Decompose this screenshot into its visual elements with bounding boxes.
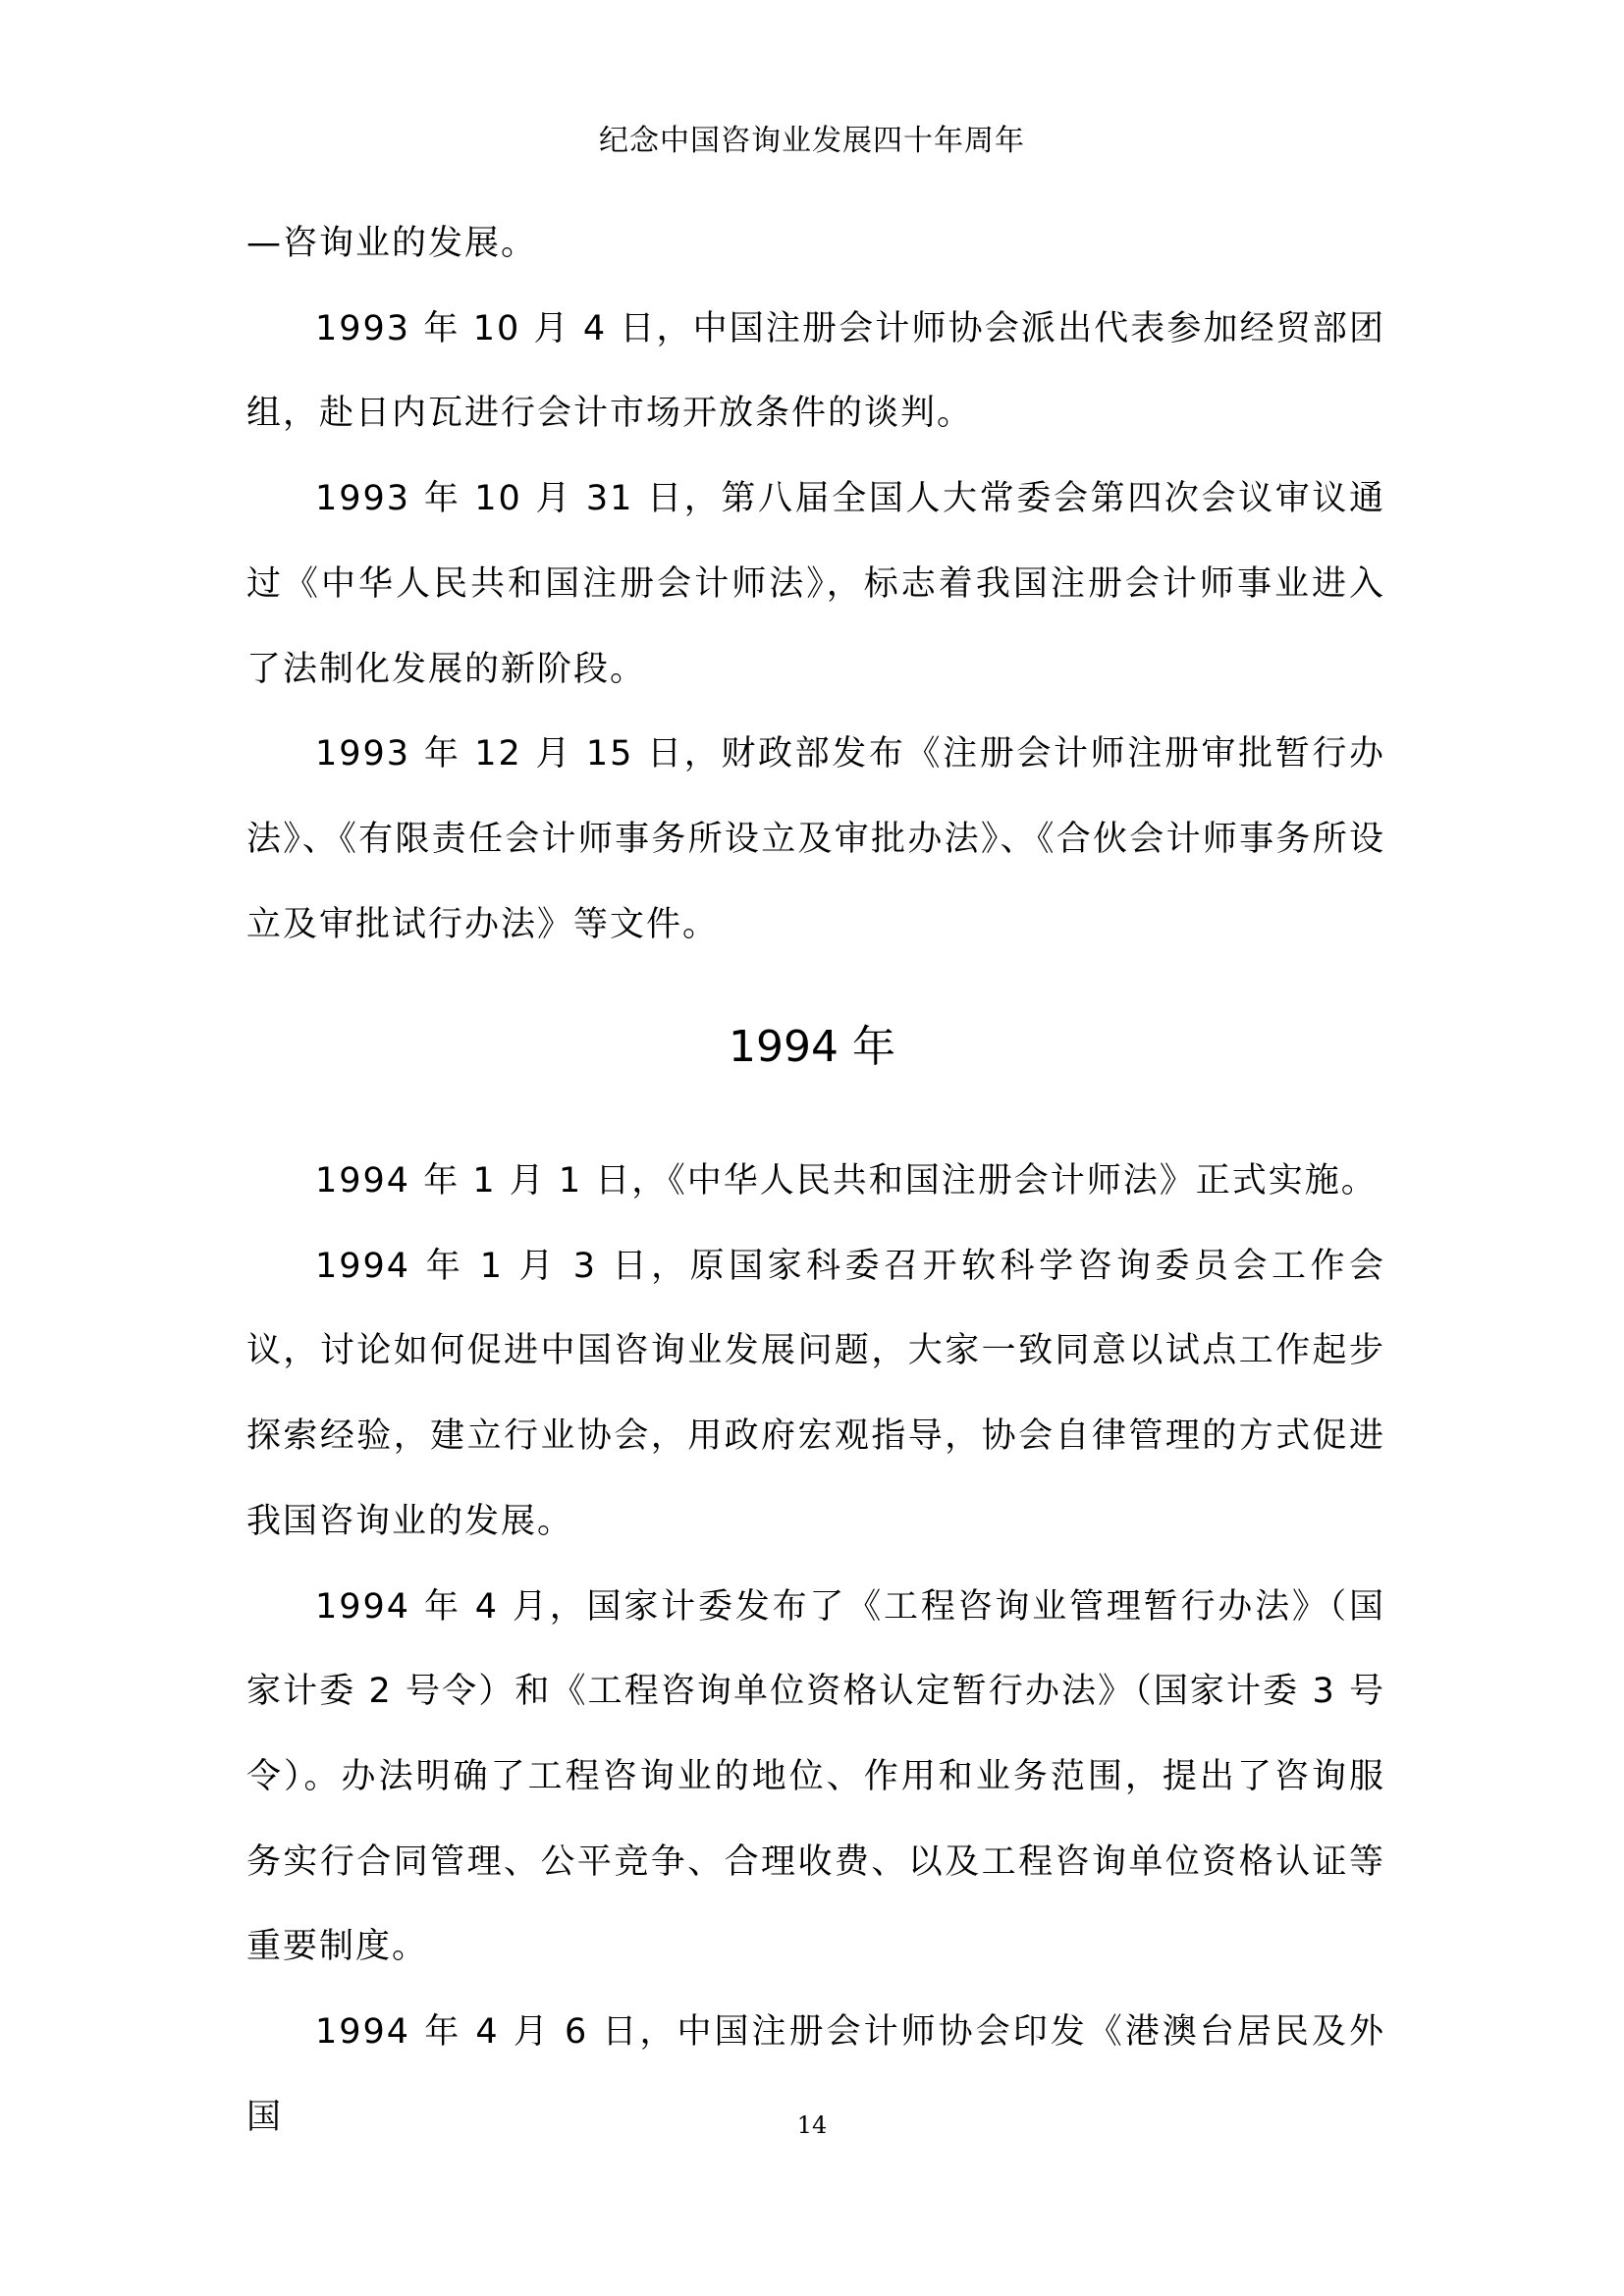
text-block-1993 [246, 201, 1385, 967]
paragraph: 1994 年 1 月 3 日，原国家科委召开软科学咨询委员会工作会议，讨论如何促进中国咨询业发展问题，大家一致同意以试点工作起步探索经验，建立行业协会，用政府宏观指导，协会自律管理的方式促进我国咨询业的发展。 [246, 1246, 1385, 1541]
page-number: 14 [796, 2111, 828, 2139]
paragraph: 1993 年 10 月 31 日，第八届全国人大常委会第四次会议审议通过《中华人民共和国注册会计师法》，标志着我国注册会计师事业进入了法制化发展的新阶段。 [246, 479, 1385, 689]
paragraph: —咨询业的发展。 [246, 224, 538, 263]
paragraph: 1994 年 4 月 6 日，中国注册会计师协会印发《港澳台居民及外国 [246, 2012, 1385, 2137]
paragraph: 1993 年 10 月 4 日，中国注册会计师协会派出代表参加经贸部团组，赴日内瓦进行会计市场开放条件的谈判。 [246, 308, 1385, 434]
paragraph: 1994 年 1 月 1 日，《中华人民共和国注册会计师法》正式实施。 [315, 1161, 1378, 1201]
paragraph: 1993 年 12 月 15 日，财政部发布《注册会计师注册审批暂行办法》、《有限责任会计师事务所设立及审批办法》、《合伙会计师事务所设立及审批试行办法》等文件。 [246, 734, 1385, 944]
section-heading-1994: 1994 年 [729, 1022, 895, 1072]
text-block-1994 [246, 1139, 1385, 2160]
paragraph: 1994 年 4 月，国家计委发布了《工程咨询业管理暂行办法》（国家计委 2 号令）和《工程咨询单位资格认定暂行办法》（国家计委 3 号令）。办法明确了工程咨询业的地位、作用和业务范围，提出了咨询服务实行合同管理、公平竞争、合理收费、以及工程咨询单位资格认证等重要制度。 [246, 1586, 1385, 1967]
running-header: 纪念中国咨询业发展四十年周年 [599, 124, 1025, 158]
